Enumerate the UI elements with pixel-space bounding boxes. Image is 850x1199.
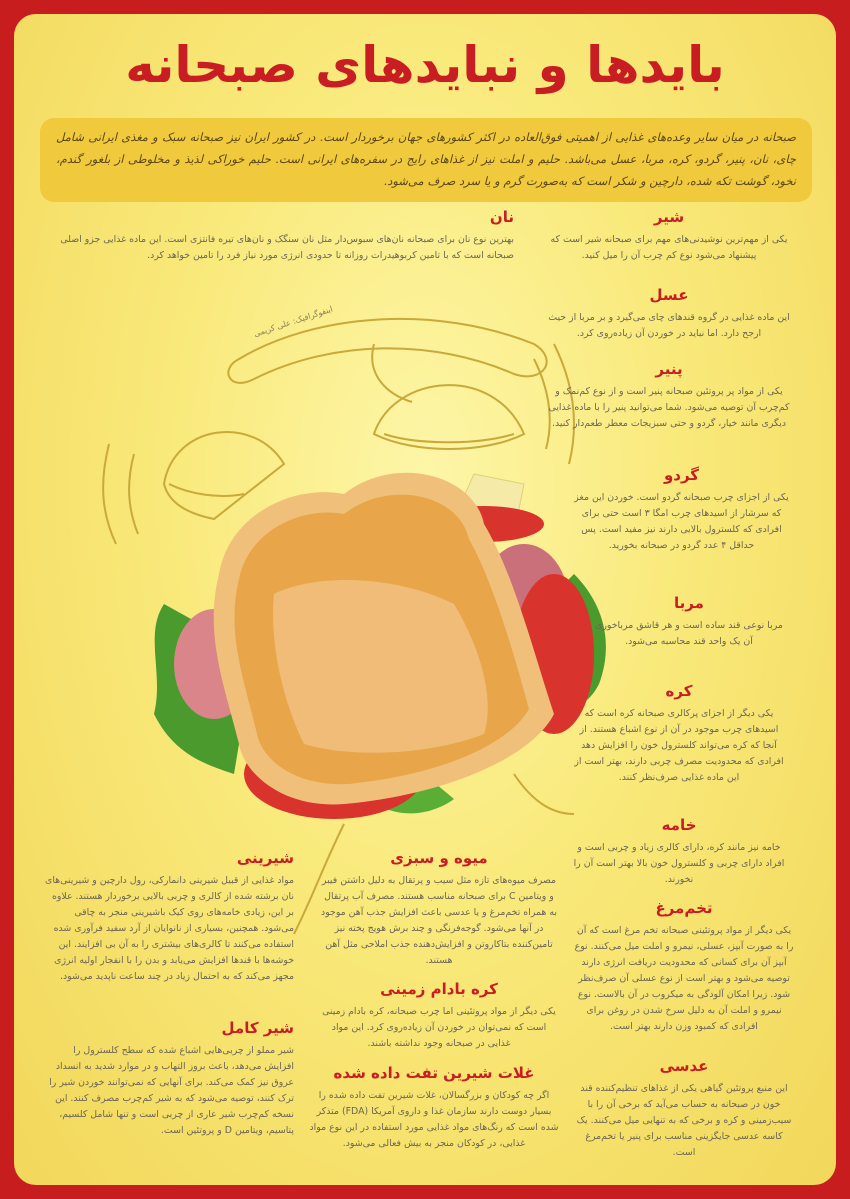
section-text-ghalat: اگر چه کودکان و بزرگسالان، غلات شیرین تفت داده شده را بسیار دوست دارند سازمان غذا و داروی آمریکا (FDA) متذکر شده است که رنگ‌های مواد غذایی مورد استفاده در این نوع مواد غذایی، در کودکان منجر به بیش فعالی می‌شود.	[309, 1090, 559, 1149]
section-text-nan: بهترین نوع نان برای صبحانه نان‌های سبوس‌دار مثل نان سنگک و نان‌های تیره فانتزی است. این ماده غذایی جزو اصلی صبحانه است که با تامین کربوهیدرات روزانه تا حدودی انرژی مورد نیاز فرد را تامین خواهد کرد.	[60, 234, 514, 261]
section-shirini	[44, 849, 294, 985]
section-karehbadam	[319, 980, 559, 1052]
illustrator-credit: اینفوگرافیک: علی کریمی	[252, 304, 334, 339]
section-title-tokhmemorgh: تخم‌مرغ	[655, 899, 713, 917]
section-text-shir: یکی از مهم‌ترین نوشیدنی‌های مهم برای صبحانه شیر است که پیشنهاد می‌شود نوع کم چرب آن را میل کنید.	[550, 234, 788, 261]
section-title-asal: عسل	[649, 286, 689, 304]
section-adasi	[574, 1057, 794, 1161]
poster-frame	[14, 14, 836, 1185]
section-text-mivehsabzi: مصرف میوه‌های تازه مثل سیب و پرتقال به دلیل داشتن فیبر و ویتامین C برای صبحانه مناسب هستند. مصرف آب پرتقال به همراه تخم‌مرغ و یا عدسی باعث افزایش جذب آهن موجود در آنها می‌شود. گوجه‌فرنگی و چند برش هویج پخته نیز تامین‌کننده بتاکاروتن و افزایش‌دهنده جذب املاحی مثل آهن هستند.	[321, 875, 557, 966]
section-title-shir: شیر	[653, 208, 685, 226]
section-title-nan: نان	[489, 208, 514, 226]
section-text-kareh: یکی دیگر از اجزای پرکالری صبحانه کره است که اسیدهای چرب موجود در آن از نوع اشباع هستند. از آنجا که کره می‌تواند کلسترول خون را افزایش دهد افرادی که محدودیت مصرف چربی دارند، بهتر است از این ماده غذایی صرف‌نظر کنند.	[574, 708, 784, 783]
section-title-khameh: خامه	[661, 816, 697, 834]
section-text-shirkamel: شیر مملو از چربی‌هایی اشباع شده که سطح کلسترول را افزایش می‌دهد، باعث بروز التهاب و در موارد شدید به انسداد عروق نیز کمک می‌کند. برای آنهایی که نمی‌توانند خوردن شیر را ترک کنند، توصیه می‌شود که به شیر کم‌چرب مصرف کنند. این نسخه کم‌چرب شیر عاری از چربی است و تنها شامل کلسیم، پتاسیم، ویتامین D و پروتئین است.	[49, 1045, 294, 1136]
section-text-panir: یکی از مواد پر پروتئین صبحانه پنیر است و از نوع کم‌نمک و کم‌چرب آن توصیه می‌شود. شما می‌توانید پنیر را با ماده غذایی دیگری مانند خیار، گردو و حتی سبزیجات معطر طعم‌دار کنید.	[548, 386, 790, 429]
section-ghalat	[309, 1064, 559, 1152]
section-title-kareh: کره	[665, 682, 693, 700]
section-text-gerdoo: یکی از اجزای چرب صبحانه گردو است. خوردن این مغز که سرشار از اسیدهای چرب امگا ۳ است حتی برای افرادی که کلسترول بالایی دارند نیز مفید است. پس حداقل ۴ عدد گردو در صبحانه بخورید.	[574, 492, 789, 551]
section-title-mivehsabzi: میوه و سبزی	[390, 849, 488, 867]
section-text-asal: این ماده غذایی در گروه قندهای چای می‌گیرد و بر مربا از حیث ارجح دارد. اما نباید در خوردن آن زیاده‌روی کرد.	[548, 312, 790, 339]
section-title-karehbadam: کره بادام زمینی	[380, 980, 498, 998]
section-title-panir: پنیر	[655, 360, 683, 378]
section-tokhmemorgh	[574, 899, 794, 1035]
section-text-adasi: این منبع پروتئین گیاهی یکی از غذاهای تنظیم‌کننده قند خون در صبحانه به حساب می‌آید که برخی آن را با سیب‌زمینی و کره و برخی که به تنهایی میل می‌کنند. یک کاسه عدسی جایگزینی مناسب برای پنیر یا تخم‌مرغ است.	[576, 1083, 792, 1158]
section-text-khameh: خامه نیز مانند کره، دارای کالری زیاد و چربی است و افراد دارای چربی و کلسترول خون بالا بهتر است آن را نخورند.	[573, 842, 785, 885]
section-asal	[544, 286, 794, 342]
section-text-karehbadam: یکی دیگر از مواد پروتئینی اما چرب صبحانه، کره بادام زمینی است که نمی‌توان در خوردن آن زیاده‌روی کرد. این مواد غذایی در صبحانه وجود نداشته باشند.	[322, 1006, 556, 1049]
section-text-shirini: مواد غذایی از قبیل شیرینی دانمارکی، رول دارچین و شیرینی‌های نان برشته شده از کالری و چربی بالایی برخوردار هستند. علاوه بر این، زیادی خامه‌های روی کیک باشیرینی منجر به چاقی می‌شود. همچنین، بسیاری از نانوایان از آرد سفید فرآوری شده استفاده می‌کنند تا کالری‌های بیشتری را به آن بی افزایند. این خوشه‌ها با قندها افزایش می‌یابد و بدن را با انفجار اولیه انرژی مجهز می‌کند که به احتمال زیاد در چند ساعت ناپدید می‌شود.	[44, 875, 294, 982]
section-title-morabba: مربا	[674, 594, 704, 612]
section-title-shirkamel: شیر کامل	[221, 1019, 294, 1037]
section-text-tokhmemorgh: یکی دیگر از مواد پروتئینی صبحانه تخم مرغ است که آن را به صورت آبپز، عسلی، نیمرو و املت میل می‌کنند. نوع آبپز آن برای کسانی که محدودیت دریافت انرژی دارند توصیه می‌شود و بهتر است از نوع عسلی آن صرف‌نظر شود. زیرا امکان آلودگی به میکروب در آن بالاست. نوع نیمرو و املت آن به دلیل سرخ شدن در روغن برای افرادی که کمبود وزن دارند بهتر است.	[574, 925, 794, 1032]
section-title-shirini: شیرینی	[236, 849, 294, 867]
page-title: بایدها و نبایدهای صبحانه	[125, 36, 725, 94]
intro-box: صبحانه در میان سایر وعده‌های غذایی از اهمیتی فوق‌العاده در اکثر کشورهای جهان برخوردار است. در کشور ایران نیز صبحانه سبک و مغذی ایرانی شامل چای، نان، پنیر، گردو، کره، مربا، عسل می‌باشد. حلیم و املت نیز از غذاهای رایج در سفره‌های ایرانی است. حلیم خوراکی لذیذ و مخلوطی از بلغور گندم، نخود، گوشت تکه شده، دارچین و شکر است که به‌صورت گرم و یا سرد صرف می‌شود.	[40, 118, 812, 202]
section-khameh	[569, 816, 789, 888]
section-morabba	[594, 594, 784, 650]
section-title-ghalat: غلات شیرین تفت داده شده	[333, 1064, 535, 1082]
section-title-gerdoo: گردو	[663, 466, 700, 484]
section-title-adasi: عدسی	[659, 1057, 709, 1075]
section-gerdoo	[574, 466, 789, 554]
section-shir	[544, 208, 794, 264]
section-shirkamel	[44, 1019, 294, 1139]
section-nan	[44, 208, 514, 264]
section-mivehsabzi	[319, 849, 559, 969]
section-panir	[544, 360, 794, 432]
section-kareh	[574, 682, 784, 786]
section-text-morabba: مربا نوعی قند ساده است و هر قاشق مرباخوری آن یک واحد قند محاسبه می‌شود.	[595, 620, 783, 647]
